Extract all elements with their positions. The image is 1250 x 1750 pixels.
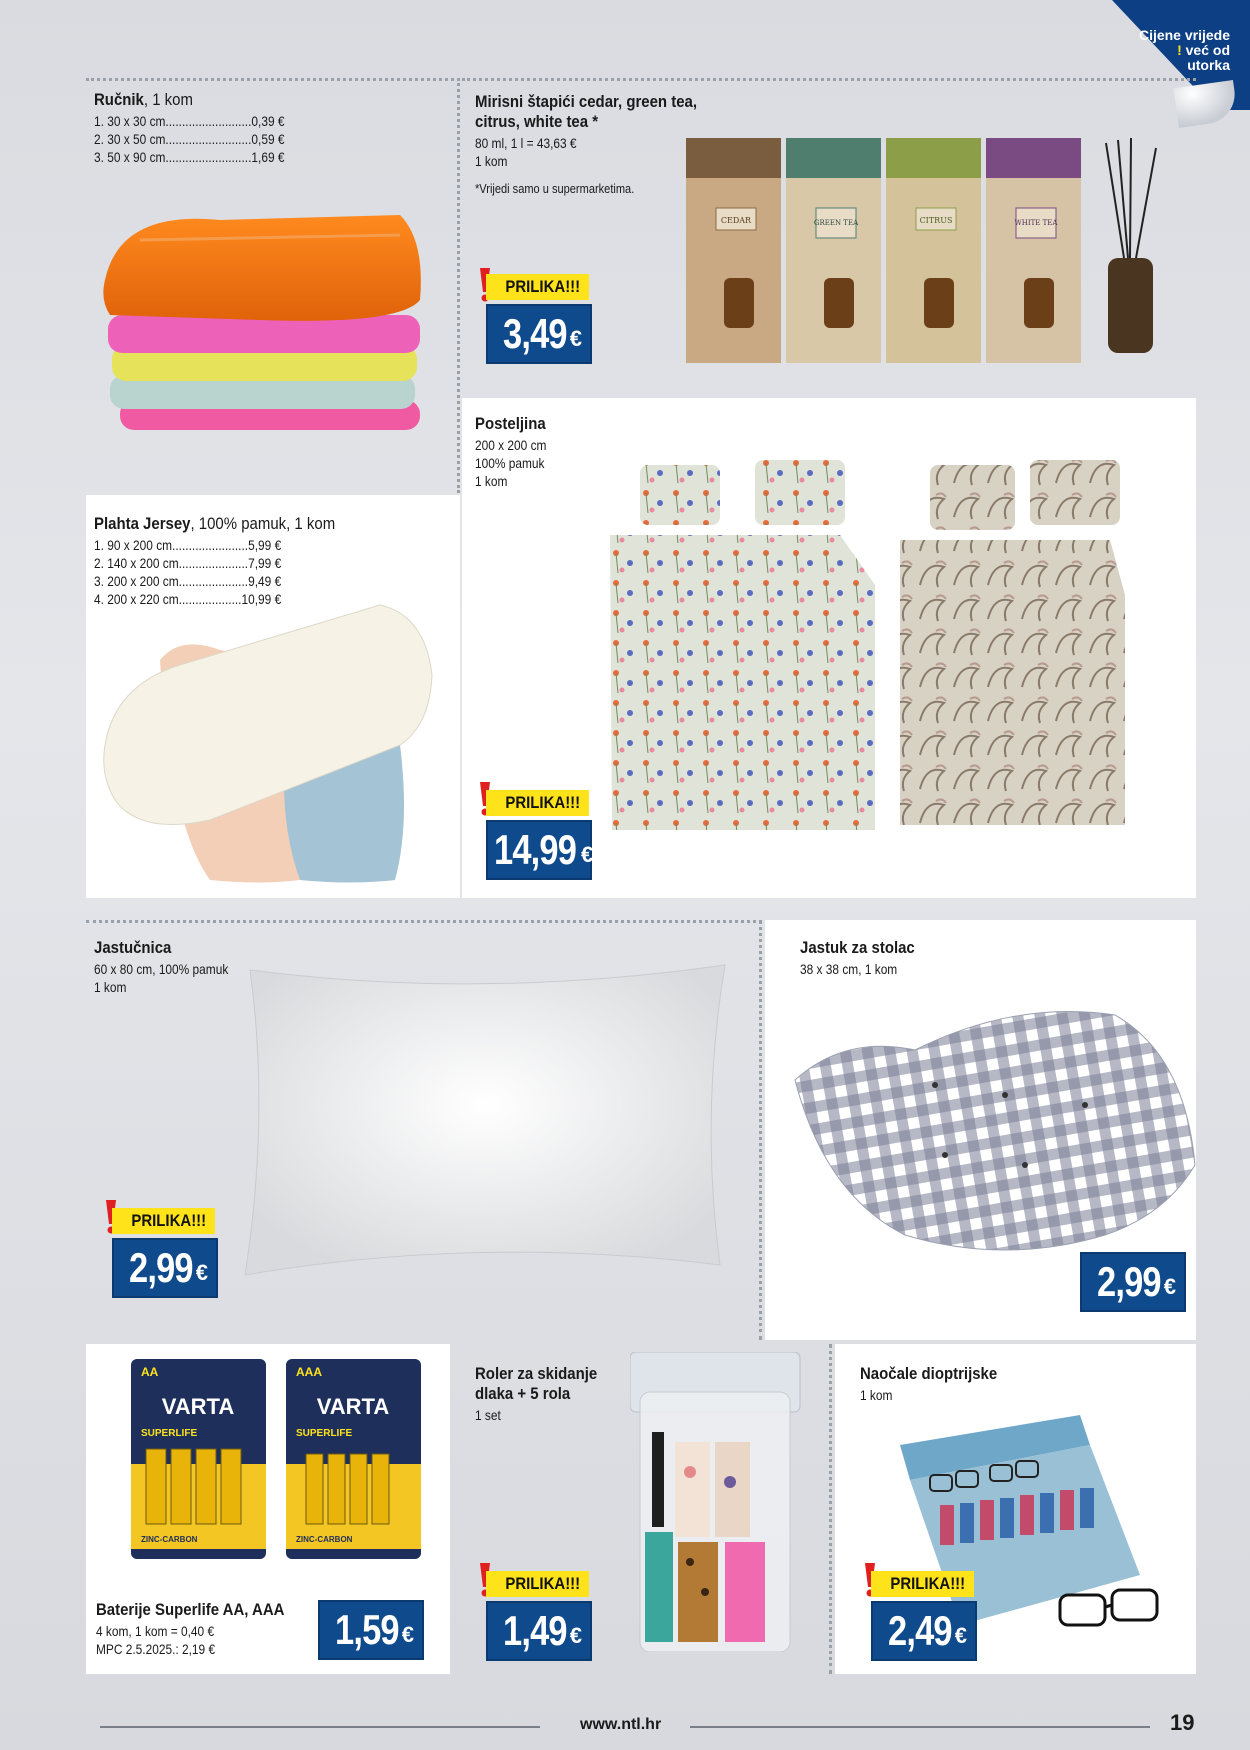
baterije-title: Baterije Superlife AA, AAA [96,1600,285,1619]
battery-brand-2: VARTA [316,1394,390,1419]
roler-title: Roler za skidanje dlaka + 5 rola [475,1364,598,1403]
jastuk-price-tag: 2,99 € [1080,1252,1186,1312]
jastucnica-title: Jastučnica [94,938,172,957]
posteljina-title: Posteljina [475,414,546,433]
rucnik-title: Ručnik, 1 kom [94,90,193,109]
posteljina-details: 200 x 200 cm 100% pamuk 1 kom [475,437,547,489]
mirisni-title: Mirisni štapići cedar, green tea, citrus, white tea * [475,92,698,131]
naocale-title: Naočale dioptrijske [860,1364,998,1383]
diffuser-boxes-image [676,128,1166,368]
plahta-title: Plahta Jersey, 100% pamuk, 1 kom [94,514,336,533]
box-label-citrus: CITRUS [919,216,953,225]
roler-details: 1 set [475,1407,501,1423]
rucnik-sizes [94,112,284,166]
baterije-details: 4 kom, 1 kom = 0,40 € MPC 2.5.2025.: 2,19 € [96,1623,216,1657]
battery-line-1: SUPERLIFE [141,1428,198,1439]
battery-chem-1: ZINC-CARBON [141,1535,198,1544]
roler-badge: PRILIKA!!! [486,1571,589,1597]
jastuk-title: Jastuk za stolac [800,938,915,957]
footer-url[interactable]: www.ntl.hr [580,1716,662,1733]
chair-cushion-image [785,995,1205,1275]
page-number: 19 [1170,1710,1195,1735]
towels-image [100,200,430,440]
footer-divider-right [690,1726,1150,1728]
jastucnica-badge: PRILIKA!!! [112,1208,215,1234]
jastuk-details: 38 x 38 cm, 1 kom [800,961,898,977]
pillow-image [230,945,750,1285]
box-label-green-tea: GREEN TEA [813,219,859,227]
posteljina-price-tag: 14,99 € [486,820,592,880]
lint-roller-image [630,1352,820,1652]
box-label-white-tea: WHITE TEA [1014,219,1058,227]
battery-chem-2: ZINC-CARBON [296,1535,353,1544]
mirisni-details: 80 ml, 1 l = 43,63 € 1 kom [475,135,577,169]
bedding-image [610,455,1130,835]
mirisni-badge: PRILIKA!!! [486,274,589,300]
baterije-price-tag: 1,59 € [318,1600,424,1660]
battery-pack-aaa-label: AAA [296,1365,322,1379]
posteljina-badge: PRILIKA!!! [486,790,589,816]
plahta-size-4: 4. 200 x 220 cm...................10,99 € [94,591,282,607]
rucnik-size-2: 2. 30 x 50 cm..........................0,59 € [94,131,285,147]
naocale-badge: PRILIKA!!! [871,1571,974,1597]
battery-brand-1: VARTA [161,1394,235,1419]
plahta-size-2: 2. 140 x 200 cm.....................7,99 € [94,555,282,571]
sheets-image [100,595,440,890]
plahta-size-3: 3. 200 x 200 cm.....................9,49 € [94,573,282,589]
corner-banner-text: Cijene vrijede ! već od utorka [1138,27,1230,73]
naocale-details: 1 kom [860,1387,893,1403]
naocale-price-tag: 2,49 € [871,1601,977,1661]
jastucnica-price-tag: 2,99 € [112,1238,218,1298]
footer-divider-left [100,1726,540,1728]
mirisni-note: *Vrijedi samo u supermarketima. [475,181,635,196]
battery-pack-aa-label: AA [141,1365,159,1379]
batteries-image [126,1354,426,1564]
box-label-cedar: CEDAR [720,216,752,225]
mirisni-price-tag: 3,49 € [486,304,592,364]
rucnik-size-3: 3. 50 x 90 cm..........................1,69 € [94,149,285,165]
plahta-size-1: 1. 90 x 200 cm.......................5,99 € [94,537,282,553]
roler-price-tag: 1,49 € [486,1601,592,1661]
battery-line-2: SUPERLIFE [296,1428,353,1439]
jastucnica-details: 60 x 80 cm, 100% pamuk 1 kom [94,961,229,995]
rucnik-size-1: 1. 30 x 30 cm..........................0,39 € [94,113,285,129]
